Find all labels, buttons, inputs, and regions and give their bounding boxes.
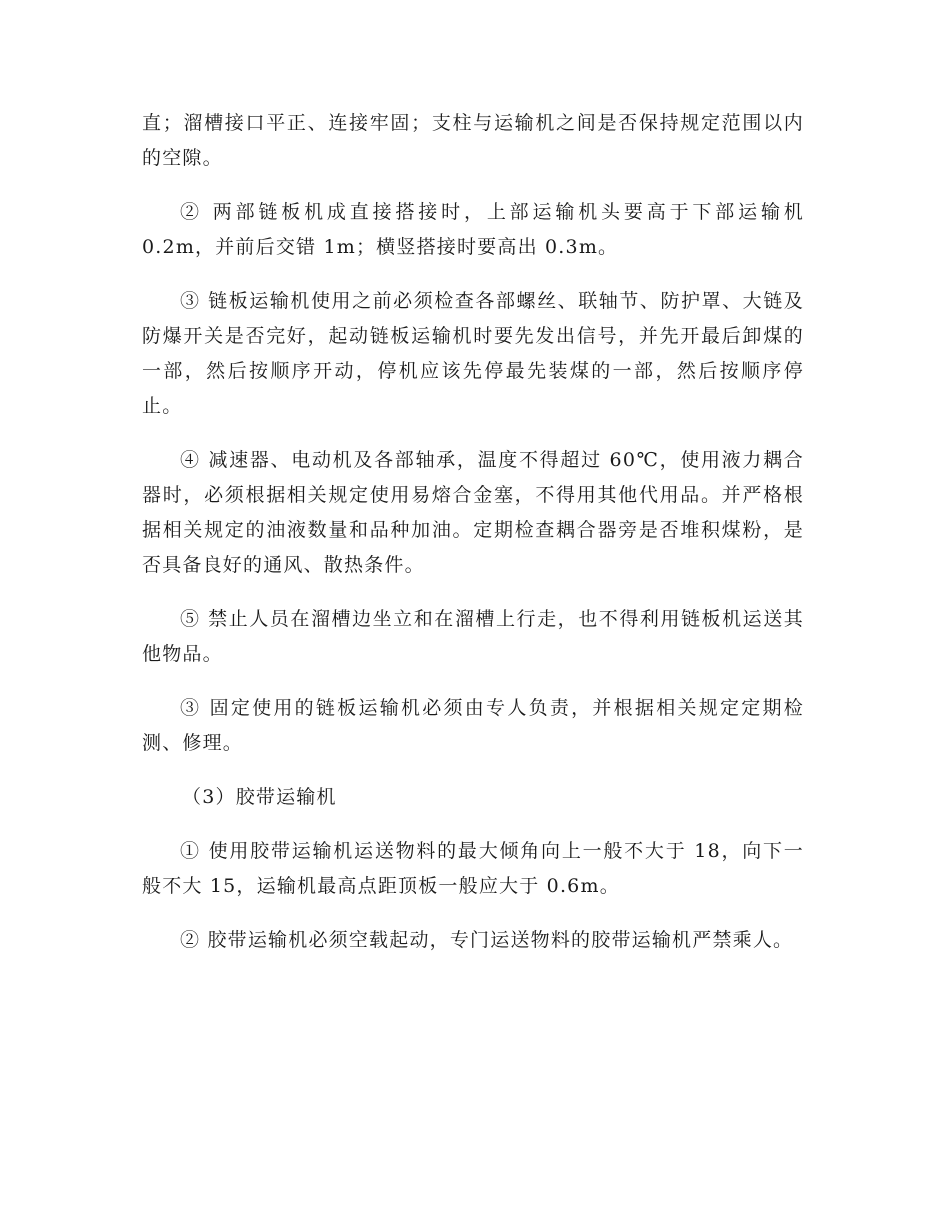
section-heading: （3）胶带运输机 xyxy=(182,786,337,808)
paragraph-item-1: ① 使用胶带运输机运送物料的最大倾角向上一般不大于 18，向下一般不大 15，运输机最高点距顶板一般应大于 0.6m。 xyxy=(142,840,804,897)
paragraph-continuation: 直；溜槽接口平正、连接牢固；支柱与运输机之间是否保持规定范围以内的空隙。 xyxy=(142,112,804,169)
paragraph-item-3: ③ 链板运输机使用之前必须检查各部螺丝、联轴节、防护罩、大链及防爆开关是否完好，起动链板运输机时要先发出信号，并先开最后卸煤的一部，然后按顺序开动，停机应该先停最先装煤的一部，然后按顺序停止。 xyxy=(142,290,804,417)
paragraph-item-4: ④ 减速器、电动机及各部轴承，温度不得超过 60℃，使用液力耦合器时，必须根据相关规定使用易熔合金塞，不得用其他代用品。并严格根据相关规定的油液数量和品种加油。定期检查耦合器旁是否堆积煤粉，是否具备良好的通风、散热条件。 xyxy=(142,449,804,576)
paragraph-item-2b: ② 胶带运输机必须空载起动，专门运送物料的胶带运输机严禁乘人。 xyxy=(180,929,794,951)
paragraph-item-3b: ③ 固定使用的链板运输机必须由专人负责，并根据相关规定定期检测、修理。 xyxy=(142,697,804,754)
document-page xyxy=(142,106,804,977)
paragraph-item-2: ② 两部链板机成直接搭接时，上部运输机头要高于下部运输机 0.2m，并前后交错 1m；横竖搭接时要高出 0.3m。 xyxy=(142,201,804,258)
paragraph-item-5: ⑤ 禁止人员在溜槽边坐立和在溜槽上行走，也不得利用链板机运送其他物品。 xyxy=(142,608,804,665)
